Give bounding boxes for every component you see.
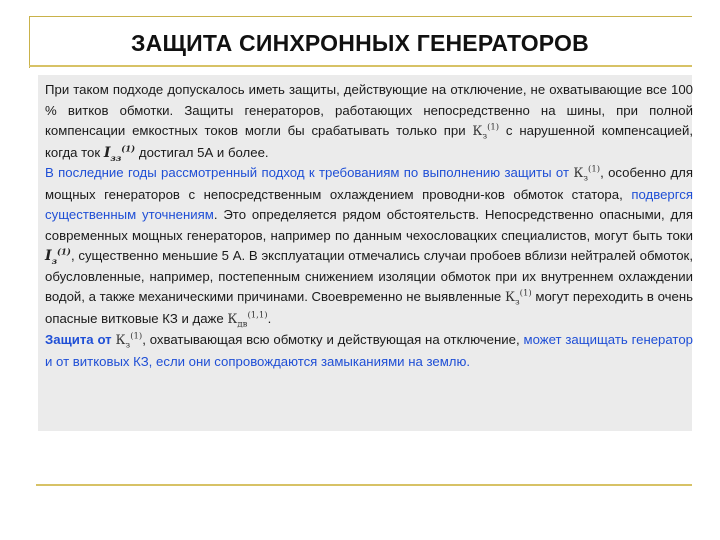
paragraph-1 [45,80,693,163]
paragraph-3-heading: Защита от [45,332,116,347]
paragraph-2-text-f: могут переходить в очень опасные витковые КЗ и даже [45,289,693,326]
paragraph-1-text-c: достигал 5А и более. [135,144,269,160]
top-decor-line [29,16,692,17]
paragraph-2-text-a: В последние годы рассмотренный подход к требованиям по выполнению защиты от [45,165,574,180]
k-z1-symbol: $К_з^{(1)}$ [472,122,500,142]
k-z1-symbol: $К_з^{(1)}$ [115,331,143,351]
paragraph-1-text-a: При таком подходе допускалось иметь защиты, действующие на отключение, не охватывающие все 100 % витков обмотки. Защиты генераторов, работающих непосредственно на шины, при полной компенсации емкостных токов могли бы срабатывать только при [45,82,693,138]
k-z1-symbol: $К_з^{(1)}$ [573,164,601,184]
k-z1-symbol: $К_з^{(1)}$ [504,288,532,308]
paragraph-3-highlight: может защищать генератор и от витковых КЗ, если они сопровождаются замыканиями на землю. [45,332,693,369]
bottom-decor-line [36,484,692,486]
paragraph-2-text-d: . Это определяется рядом обстоятельств. Непосредственно опасными, для современных мощных генераторов, например по данным чехословацких специалистов, могут быть токи [45,207,694,243]
i-zz1-symbol: $I_{зз}^{(1)}$ [103,143,136,164]
i-z1-symbol: $I_з^{(1)}$ [45,247,71,267]
title-underline [29,65,692,67]
paragraph-2-text-e: , существенно меньшие 5 А. В эксплуатации отмечались случаи пробоев вблизи нейтралей обмоток, обусловленные, например, постепенным снижением изоляции обмоток при их внутреннем охлаждении водой, а также механическими причинами. Своевременно не выявленные [45,248,693,304]
slide-body [45,80,693,372]
paragraph-2-text-g: . [267,310,272,326]
paragraph-2-highlight: подвергся существенным уточнениям [45,186,693,222]
paragraph-3-text-b: , охватывающая всю обмотку и действующая на отключение, [142,332,524,347]
paragraph-2-text-b: , особенно для мощных генераторов с непосредственным охлаждением проводни-ков обмоток статора, [45,165,693,202]
paragraph-2 [45,163,693,330]
paragraph-1-text-b: с нарушенной компенсацией, когда ток [45,123,694,160]
slide-title: ЗАЩИТА СИНХРОННЫХ ГЕНЕРАТОРОВ [131,30,589,56]
paragraph-3 [45,330,693,372]
k-dv11-symbol: $К_{дв}^{(1,1)}$ [227,310,268,330]
